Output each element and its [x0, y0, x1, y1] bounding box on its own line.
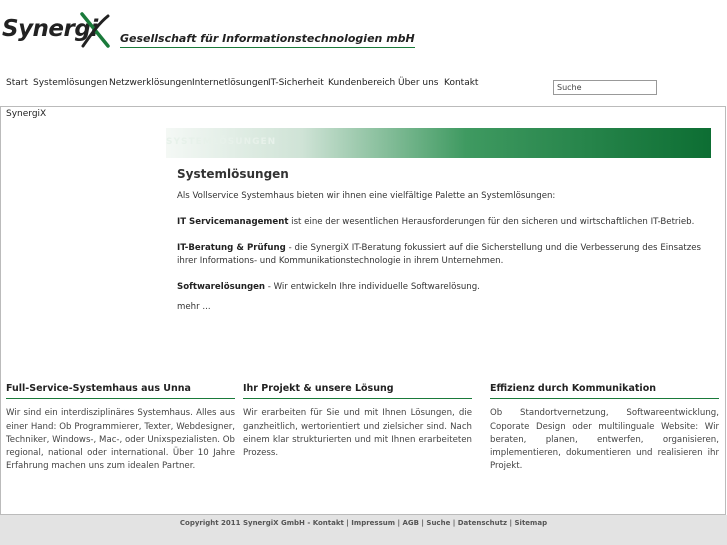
site-header — [0, 0, 727, 76]
page-title: Systemlösungen — [177, 167, 289, 181]
site-footer — [0, 515, 727, 545]
breadcrumb[interactable]: SynergiX — [6, 109, 47, 119]
footer-link-impressum[interactable]: Impressum — [351, 519, 396, 527]
intro-text: Als Vollservice Systemhaus bieten wir ihnen eine vielfältige Palette an Systemlösungen: — [177, 191, 556, 201]
paragraph-heading: Softwarelösungen — [177, 282, 266, 292]
paragraph-heading: IT Servicemanagement — [177, 217, 289, 227]
paragraph-it-beratung — [177, 242, 701, 268]
nav-item-internetloesungen[interactable]: Internetlösungen — [192, 78, 269, 88]
paragraph-body: - die SynergiX IT-Beratung fokussiert auf die Sicherstellung und die Verbesserung des Einsatzes ihrer Informations- und Kommunikationstechnologie in ihrem Unternehmen. — [177, 243, 701, 266]
paragraph-softwareloesungen — [177, 281, 701, 294]
paragraph-heading: IT-Beratung & Prüfung — [177, 243, 286, 253]
column-title: Effizienz durch Kommunikation — [490, 382, 719, 399]
nav-item-it-sicherheit[interactable]: IT-Sicherheit — [268, 78, 324, 88]
column-title: Ihr Projekt & unsere Lösung — [243, 382, 472, 399]
column-text: Ob Standortvernetzung, Softwareentwicklung, Coporate Design oder multilinguale Website: Wir beraten, planen, entwerfen, organisieren, implementieren, dokumentieren und realisieren ihr Projekt. — [490, 408, 719, 472]
logo-x-icon[interactable] — [80, 12, 110, 48]
nav-item-start[interactable]: Start — [6, 78, 28, 88]
logo-wordmark[interactable]: Synergi — [2, 16, 98, 42]
paragraph-body: - Wir entwickeln Ihre individuelle Softwarelösung. — [265, 282, 480, 292]
footer-links: Copyright 2011 SynergiX GmbH - Kontakt | Impressum | AGB | Suche | Datenschutz | Sitemap — [179, 519, 548, 527]
nav-item-systemloesungen[interactable]: Systemlösungen — [33, 78, 108, 88]
paragraph-body: ist eine der wesentlichen Herausforderungen für den sicheren und wirtschaftlichen IT-Betrieb. — [288, 217, 695, 227]
nav-item-kontakt[interactable]: Kontakt — [444, 78, 479, 88]
nav-item-ueber-uns[interactable]: Über uns — [398, 78, 439, 88]
content-area — [177, 168, 701, 314]
footer-link-kontakt[interactable]: Kontakt — [312, 519, 344, 527]
nav-item-netzwerkloesungen[interactable]: Netzwerklösungen — [109, 78, 193, 88]
nav-item-kundenbereich[interactable]: Kundenbereich — [328, 78, 396, 88]
column-title: Full-Service-Systemhaus aus Unna — [6, 382, 235, 399]
column-text: Wir erarbeiten für Sie und mit Ihnen Lösungen, die ganzheitlich, wertorientiert und zielsicher sind. Nach einem klar strukturierten und mit Ihnen erarbeiteten Prozess. — [243, 408, 472, 459]
search-input[interactable] — [553, 80, 657, 95]
footer-link-sitemap[interactable]: Sitemap — [514, 519, 548, 527]
footer-link-datenschutz[interactable]: Datenschutz — [457, 519, 508, 527]
footer-link-agb[interactable]: AGB — [402, 519, 419, 527]
footer-link-suche[interactable]: Suche — [426, 519, 451, 527]
feature-column-systemhaus — [6, 382, 235, 474]
feature-column-effizienz — [490, 382, 719, 474]
more-link[interactable]: mehr ... — [177, 302, 211, 312]
feature-column-projekt — [243, 382, 472, 460]
paragraph-it-servicemanagement — [177, 216, 701, 229]
column-text: Wir sind ein interdisziplinäres Systemhaus. Alles aus einer Hand: Ob Programmierer, Texter, Webdesigner, Techniker, Windows-, Mac-, oder Unixspezialisten. Ob regional, national oder international. Über 10 Jahre Erfahrung machen uns zum idealen Partner. — [6, 408, 235, 472]
section-banner-label: SYSTEMLÖSUNGEN — [166, 137, 277, 147]
footer-copyright: Copyright 2011 SynergiX GmbH — [179, 519, 305, 527]
company-tagline: Gesellschaft für Informationstechnologien mbH — [120, 32, 415, 48]
